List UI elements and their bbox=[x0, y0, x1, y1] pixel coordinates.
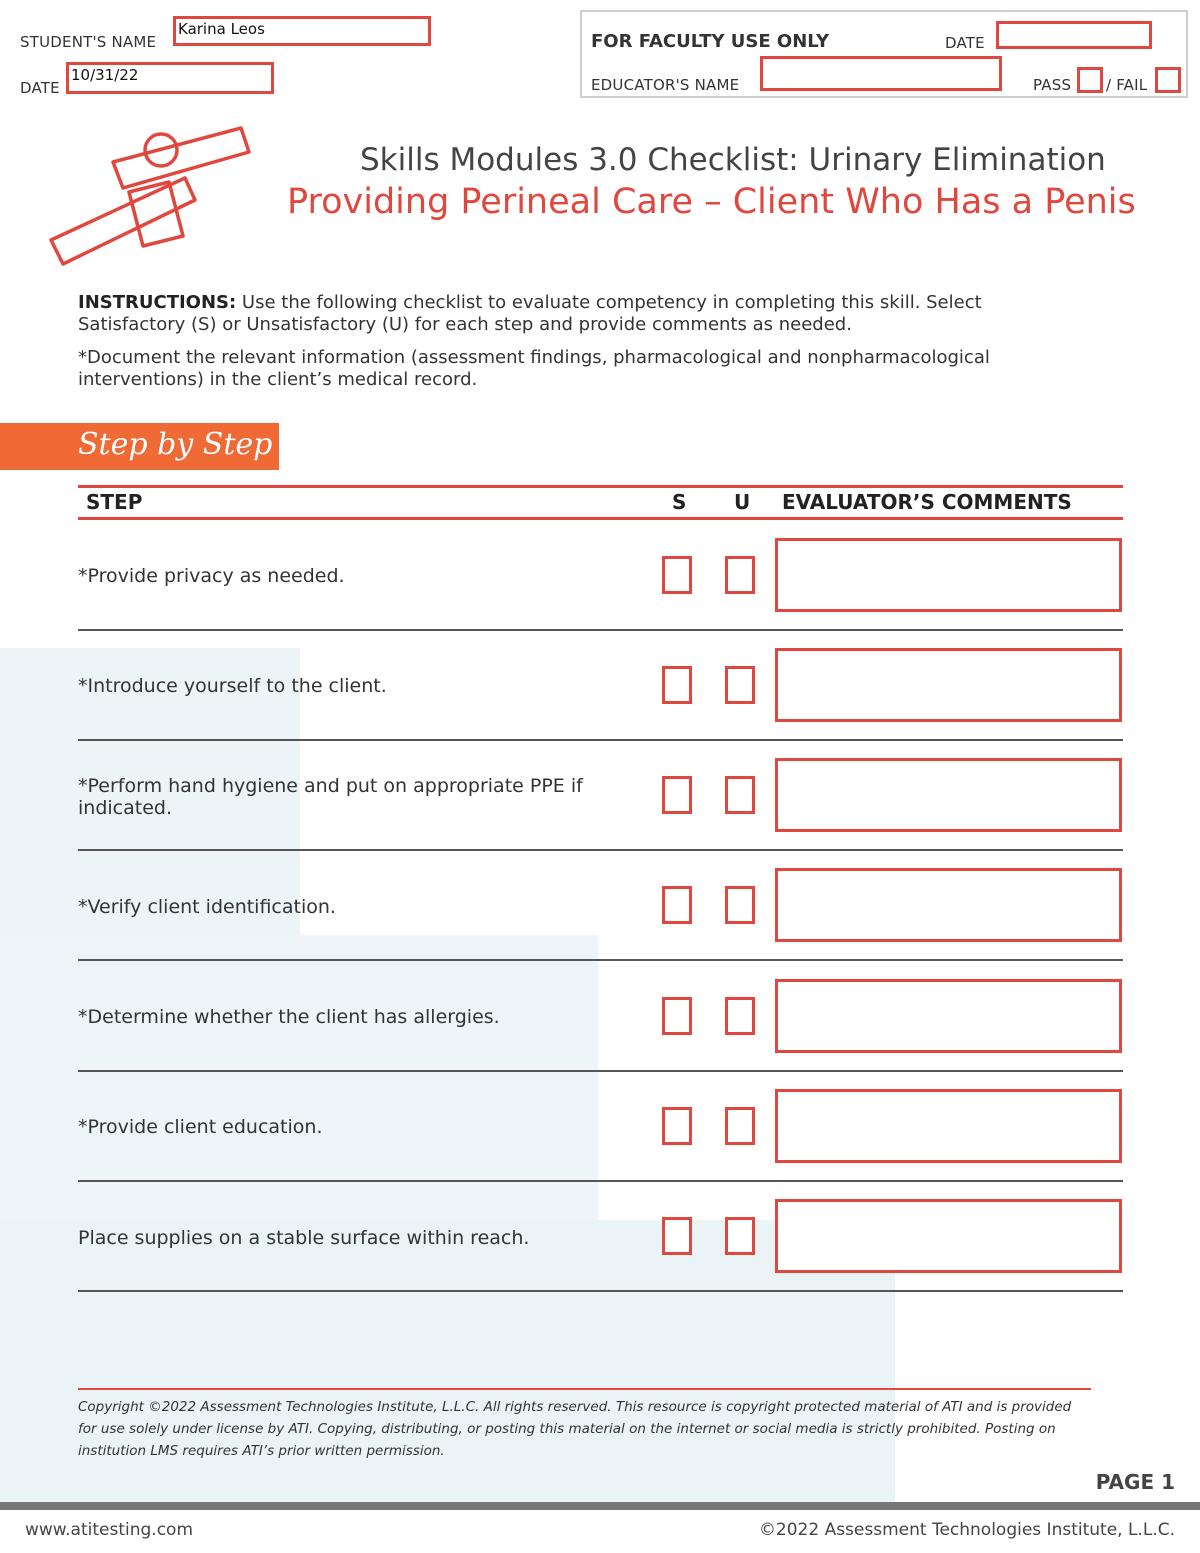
step-text: *Introduce yourself to the client. bbox=[78, 675, 387, 697]
website-link[interactable]: www.atitesting.com bbox=[25, 1520, 194, 1540]
satisfactory-checkbox[interactable] bbox=[662, 886, 692, 924]
table-row bbox=[0, 961, 1200, 1071]
faculty-title: FOR FACULTY USE ONLY bbox=[591, 31, 829, 52]
satisfactory-checkbox[interactable] bbox=[662, 666, 692, 704]
unsatisfactory-checkbox[interactable] bbox=[725, 1107, 755, 1145]
documentation-note: *Document the relevant information (assessment findings, pharmacological and nonpharmacological interventions) in the client’s medical record. bbox=[78, 347, 990, 390]
section-banner bbox=[0, 423, 279, 470]
educator-name-label: EDUCATOR'S NAME bbox=[591, 76, 740, 94]
evaluator-comment-field[interactable] bbox=[775, 648, 1122, 722]
row-divider bbox=[78, 1290, 1123, 1292]
unsatisfactory-checkbox[interactable] bbox=[725, 997, 755, 1035]
satisfactory-checkbox[interactable] bbox=[662, 997, 692, 1035]
copyright-rule bbox=[78, 1388, 1091, 1390]
evaluator-comment-field[interactable] bbox=[775, 1089, 1122, 1163]
fail-checkbox[interactable] bbox=[1155, 67, 1181, 93]
evaluator-comment-field[interactable] bbox=[775, 758, 1122, 832]
column-header-u: U bbox=[734, 490, 751, 514]
date-field[interactable] bbox=[66, 62, 274, 94]
table-row bbox=[0, 850, 1200, 960]
evaluator-comment-field[interactable] bbox=[775, 979, 1122, 1053]
module-title: Skills Modules 3.0 Checklist: Urinary Elimination bbox=[360, 142, 1106, 178]
company-copyright: ©2022 Assessment Technologies Institute, L.L.C. bbox=[758, 1520, 1175, 1540]
section-banner-label: Step by Step bbox=[78, 427, 273, 462]
step-text: *Provide privacy as needed. bbox=[78, 565, 345, 587]
step-text: Place supplies on a stable surface within reach. bbox=[78, 1227, 530, 1249]
ati-figure-logo bbox=[45, 122, 255, 272]
evaluator-comment-field[interactable] bbox=[775, 868, 1122, 942]
column-header-step: STEP bbox=[86, 490, 143, 514]
pass-checkbox[interactable] bbox=[1077, 67, 1103, 93]
table-row bbox=[0, 1181, 1200, 1291]
unsatisfactory-checkbox[interactable] bbox=[725, 666, 755, 704]
unsatisfactory-checkbox[interactable] bbox=[725, 556, 755, 594]
table-row bbox=[0, 740, 1200, 850]
instructions-text: Use the following checklist to evaluate competency in completing this skill. Select Satisfactory (S) or Unsatisfactory (U) for each step and provide comments as needed. bbox=[78, 292, 982, 335]
student-name-field[interactable] bbox=[173, 16, 431, 46]
table-row bbox=[0, 520, 1200, 630]
step-text: *Verify client identification. bbox=[78, 896, 336, 918]
faculty-date-label: DATE bbox=[945, 34, 985, 52]
skill-title: Providing Perineal Care – Client Who Has a Penis bbox=[287, 182, 1136, 222]
pass-label: PASS bbox=[1033, 76, 1072, 94]
student-name-label: STUDENT'S NAME bbox=[20, 33, 157, 51]
faculty-date-field[interactable] bbox=[996, 21, 1152, 49]
footer-bar bbox=[0, 1502, 1200, 1510]
educator-name-field[interactable] bbox=[760, 56, 1002, 91]
table-row bbox=[0, 1071, 1200, 1181]
date-value: 10/31/22 bbox=[71, 66, 139, 84]
evaluator-comment-field[interactable] bbox=[775, 538, 1122, 612]
instructions bbox=[78, 292, 1078, 402]
student-name-value: Karina Leos bbox=[178, 20, 265, 38]
step-text: *Determine whether the client has allergies. bbox=[78, 1006, 500, 1028]
unsatisfactory-checkbox[interactable] bbox=[725, 1217, 755, 1255]
page-number: PAGE 1 bbox=[1095, 1470, 1175, 1494]
table-header-rule bbox=[78, 485, 1123, 488]
satisfactory-checkbox[interactable] bbox=[662, 1107, 692, 1145]
unsatisfactory-checkbox[interactable] bbox=[725, 776, 755, 814]
column-header-s: S bbox=[672, 490, 687, 514]
step-text: *Provide client education. bbox=[78, 1116, 323, 1138]
satisfactory-checkbox[interactable] bbox=[662, 1217, 692, 1255]
satisfactory-checkbox[interactable] bbox=[662, 556, 692, 594]
date-label: DATE bbox=[20, 79, 60, 97]
instructions-label: INSTRUCTIONS: bbox=[78, 292, 237, 313]
step-text: *Perform hand hygiene and put on appropriate PPE if indicated. bbox=[78, 775, 583, 819]
table-row bbox=[0, 630, 1200, 740]
evaluator-comment-field[interactable] bbox=[775, 1199, 1122, 1273]
unsatisfactory-checkbox[interactable] bbox=[725, 886, 755, 924]
satisfactory-checkbox[interactable] bbox=[662, 776, 692, 814]
fail-label: / FAIL bbox=[1106, 76, 1148, 94]
faculty-use-box bbox=[580, 10, 1188, 98]
column-header-comments: EVALUATOR’S COMMENTS bbox=[782, 490, 1072, 514]
copyright-notice: Copyright ©2022 Assessment Technologies Institute, L.L.C. All rights reserved. This resource is copyright protected material of ATI and is provided for use solely under license by ATI. Copying, distributing, or posting this material on the internet or social media is strictly prohibited. Posting on institution LMS requires ATI’s prior written permission. bbox=[78, 1399, 1072, 1459]
